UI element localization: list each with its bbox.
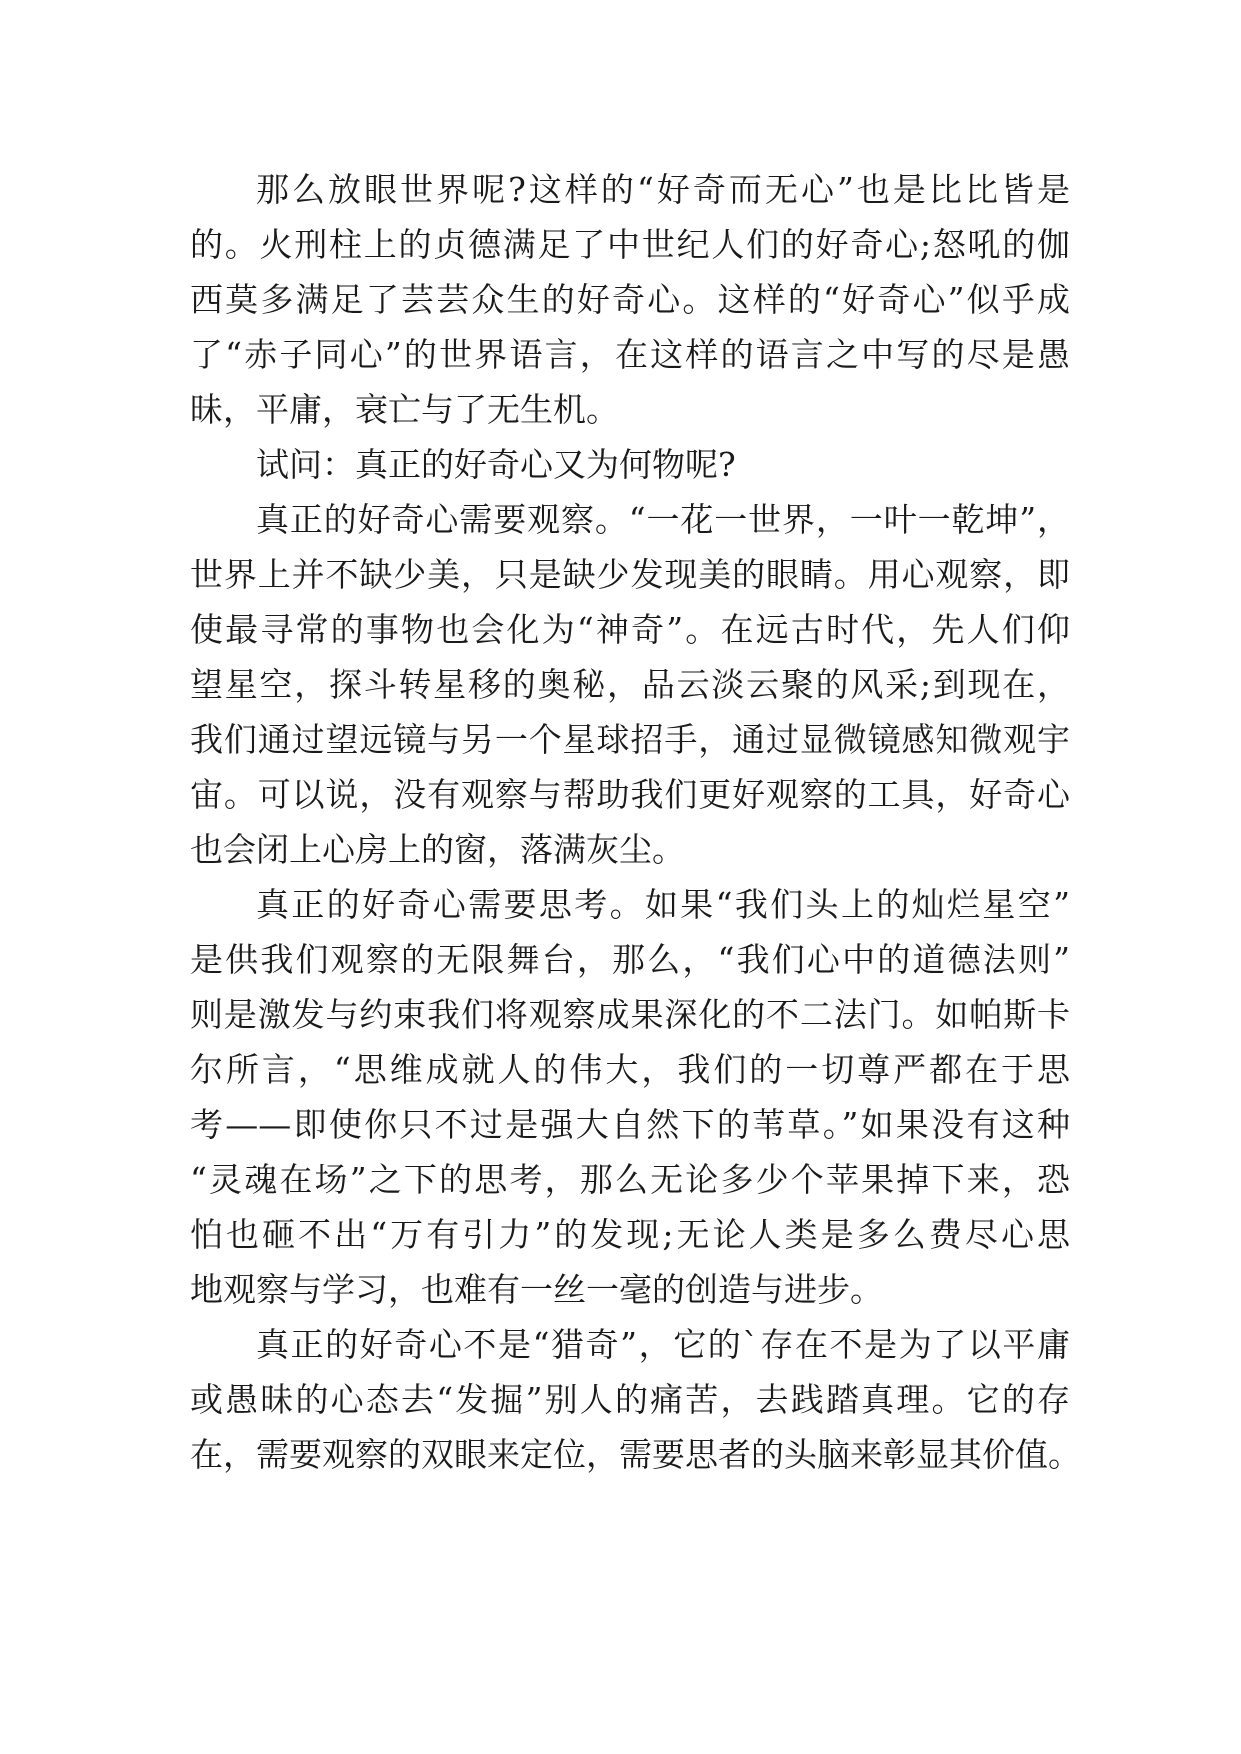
text-line: 宙。可以说，没有观察与帮助我们更好观察的工具，好奇心: [190, 775, 1070, 814]
text-line: 尔所言，“思维成就人的伟大，我们的一切尊严都在于思: [190, 1050, 1070, 1089]
text-line: 真正的好奇心需要思考。如果“我们头上的灿烂星空”: [256, 885, 1070, 924]
text-line: 或愚昧的心态去“发掘”别人的痛苦，去践踏真理。它的存: [190, 1380, 1070, 1419]
text-line: 真正的好奇心需要观察。“一花一世界，一叶一乾坤”，: [256, 500, 1070, 539]
text-line: 考——即使你只不过是强大自然下的苇草。”如果没有这种: [190, 1105, 1070, 1144]
text-line: 也会闭上心房上的窗，落满灰尘。: [190, 830, 685, 869]
text-line: 是供我们观察的无限舞台，那么，“我们心中的道德法则”: [190, 940, 1070, 979]
text-line: 西莫多满足了芸芸众生的好奇心。这样的“好奇心”似乎成: [190, 280, 1070, 319]
text-line: 望星空，探斗转星移的奥秘，品云淡云聚的风采;到现在，: [190, 665, 1070, 704]
text-line: “灵魂在场”之下的思考，那么无论多少个苹果掉下来，恐: [190, 1160, 1070, 1199]
text-line: 那么放眼世界呢?这样的“好奇而无心”也是比比皆是: [256, 170, 1070, 209]
text-line: 地观察与学习，也难有一丝一毫的创造与进步。: [190, 1270, 883, 1309]
text-line: 在，需要观察的双眼来定位，需要思者的头脑来彰显其价值。: [190, 1435, 1081, 1474]
text-line: 则是激发与约束我们将观察成果深化的不二法门。如帕斯卡: [190, 995, 1070, 1034]
text-line: 昧，平庸，衰亡与了无生机。: [190, 390, 619, 429]
text-line: 了“赤子同心”的世界语言，在这样的语言之中写的尽是愚: [190, 335, 1070, 374]
text-line: 使最寻常的事物也会化为“神奇”。在远古时代，先人们仰: [190, 610, 1070, 649]
text-line: 真正的好奇心不是“猎奇”，它的`存在不是为了以平庸: [256, 1325, 1070, 1364]
text-line: 世界上并不缺少美，只是缺少发现美的眼睛。用心观察，即: [190, 555, 1070, 594]
text-line: 试问：真正的好奇心又为何物呢?: [256, 445, 736, 484]
text-line: 我们通过望远镜与另一个星球招手，通过显微镜感知微观宇: [190, 720, 1070, 759]
text-line: 的。火刑柱上的贞德满足了中世纪人们的好奇心;怒吼的伽: [190, 225, 1070, 264]
text-line: 怕也砸不出“万有引力”的发现;无论人类是多么费尽心思: [190, 1215, 1070, 1254]
